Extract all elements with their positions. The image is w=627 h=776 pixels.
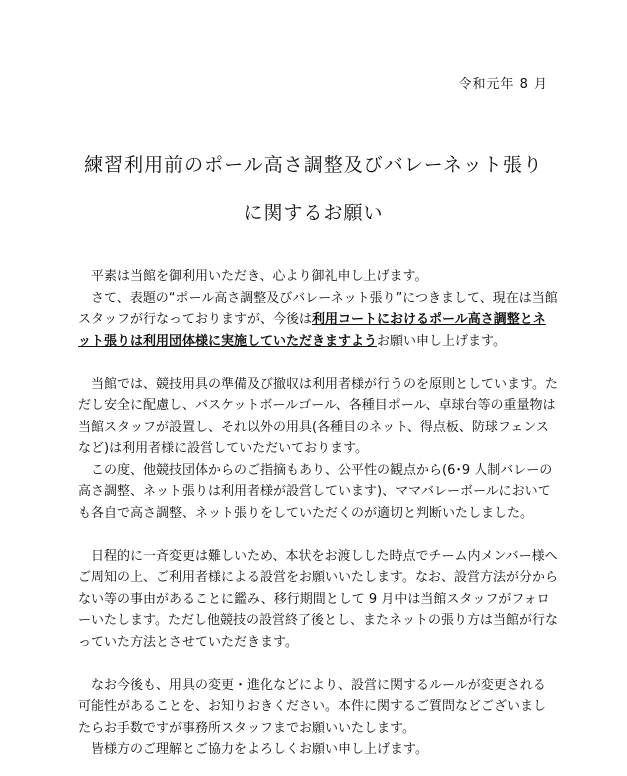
- paragraph-notice: なお今後も、用具の変更・進化などにより、設営に関するルールが変更される可能性があることを、お知りおきください。本件に関するご質問などございましたらお手数ですが事務所スタッフまでお願いいたします。: [78, 677, 547, 736]
- paragraph-policy: 当館では、競技用具の準備及び撤収は利用者様が行うのを原則としています。ただし安全に配慮し、バスケットボールゴール、各種目ポール、卓球台等の重量物は当館スタッフが設置し、それ以外の用具(各種目のネット、得点板、防球フェンスなど)は利用者様に設営していただいております。: [78, 376, 558, 456]
- document-date: 令和元年 8 月: [458, 77, 548, 92]
- paragraph-closing: 皆様方のご理解とご協力をよろしくお願い申し上げます。: [91, 742, 428, 757]
- document-title-line-2: に関するお願い: [243, 202, 384, 224]
- paragraph-request: さて、表題の“ポール高さ調整及びバレーネット張り”につきまして、現在は当館スタッフが行なっておりますが、今後は利用コートにおけるポール高さ調整とネット張りは利用団体様に実施していただきますようお願い申し上げます。: [78, 290, 558, 349]
- paragraph-transition: 日程的に一斉変更は難しいため、本状をお渡しした時点でチーム内メンバー様へご周知の上、ご利用者様による設営をお願いいたします。なお、設営方法が分からない等の事由があることに鑑み、移行期間として 9 月中は当館スタッフがフォローいたします。ただし他競技の設営終了後とし、またネットの張り方は当館が行なっていた方法とさせていただきます。: [78, 548, 558, 650]
- document-title-line-1: 練習利用前のポール高さ調整及びバレーネット張り: [84, 154, 543, 176]
- emphasized-request: 利用コートにおけるポール高さ調整とネット張りは利用団体様に実施していただきますよう: [78, 312, 546, 349]
- paragraph-decision: この度、他競技団体からのご指摘もあり、公平性の観点から(6･9 人制バレーの高さ調整、ネット張りは利用者様が設営しています)、ママバレーボールにおいても各自で高さ調整、ネット張りをしていただくのが適切と判断いたしました。: [78, 462, 553, 521]
- paragraph-greeting: 平素は当館を御利用いただき、心より御礼申し上げます。: [91, 269, 428, 284]
- document-body: [78, 266, 558, 761]
